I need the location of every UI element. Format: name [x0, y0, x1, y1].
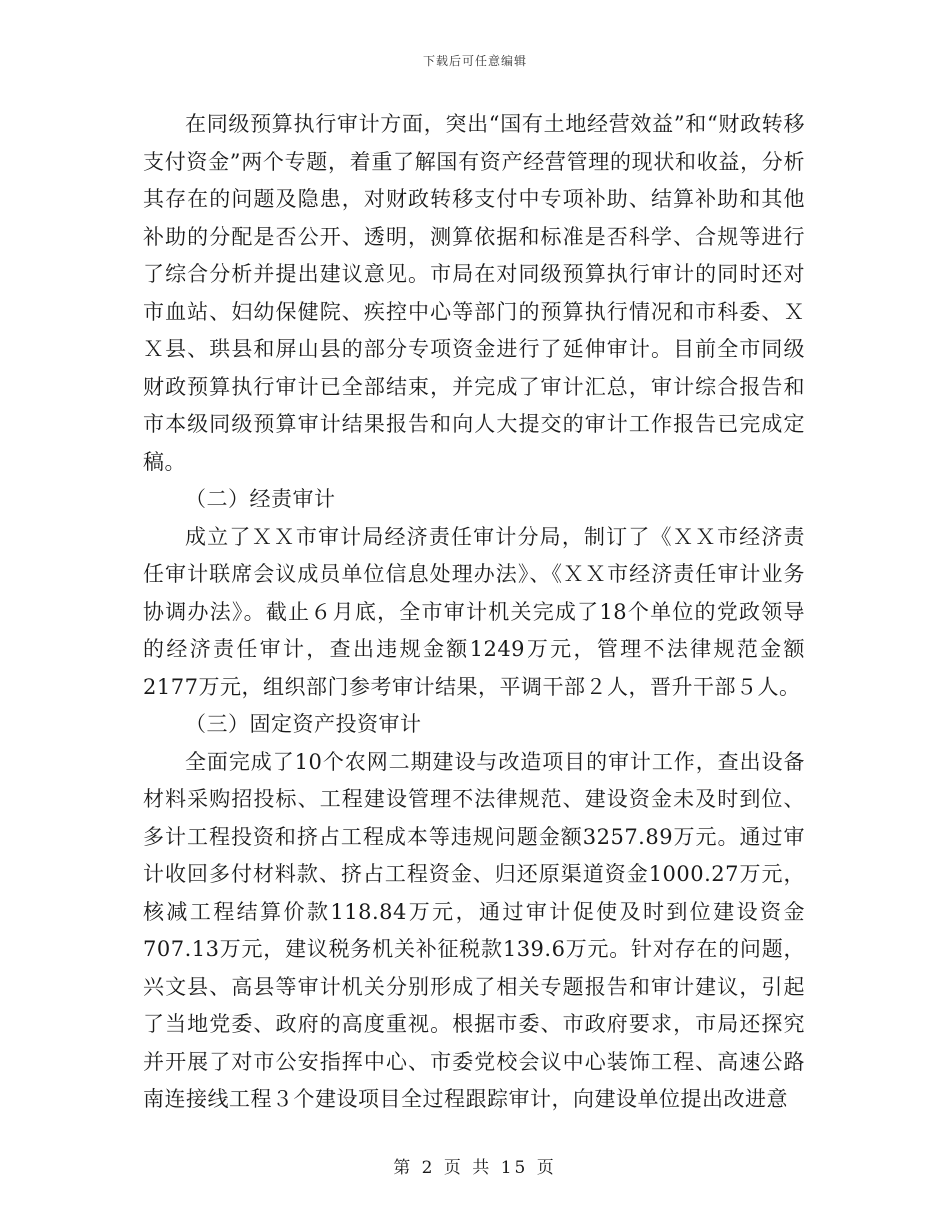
paragraph-fixed-asset: 全面完成了10个农网二期建设与改造项目的审计工作，查出设备材料采购招投标、工程建设管理不法律规范、建设资金未及时到位、多计工程投资和挤占工程成本等违规问题金额3257.89万元。通过审计收回多付材料款、挤占工程资金、归还原渠道资金1000.27万元，核减工程结算价款118.84万元，通过审计促使及时到位建设资金707.13万元，建议税务机关补征税款139.6万元。针对存在的问题，兴文县、高县等审计机关分别形成了相关专题报告和审计建议，引起了当地党委、政府的高度重视。根据市委、市政府要求，市局还探究并开展了对市公安指挥中心、市委党校会议中心装饰工程、高速公路南连接线工程３个建设项目全过程跟踪审计，向建设单位提出改进意: [143, 749, 805, 1111]
header-note: 下载后可任意编辑: [422, 54, 527, 68]
document-body: [143, 106, 805, 1119]
paragraph-budget-audit: 在同级预算执行审计方面，突出“国有土地经营效益”和“财政转移支付资金”两个专题，着重了解国有资产经营管理的现状和收益，分析其存在的问题及隐患，对财政转移支付中专项补助、结算补助和其他补助的分配是否公开、透明，测算依据和标准是否科学、合规等进行了综合分析并提出建议意见。市局在对同级预算执行审计的同时还对市血站、妇幼保健院、疾控中心等部门的预算执行情况和市科委、ＸＸ县、珙县和屏山县的部分专项资金进行了延伸审计。目前全市同级财政预算执行审计已全部结束，并完成了审计汇总，审计综合报告和市本级同级预算审计结果报告和向人大提交的审计工作报告已完成定稿。: [143, 112, 805, 474]
paragraph-economic-responsibility: 成立了ＸＸ市审计局经济责任审计分局，制订了《ＸＸ市经济责任审计联席会议成员单位信息处理办法》、《ＸＸ市经济责任审计业务协调办法》。截止６月底，全市审计机关完成了18个单位的党政领导的经济责任审计，查出违规金额1249万元，管理不法律规范金额2177万元，组织部门参考审计结果，平调干部２人，晋升干部５人。: [143, 524, 805, 699]
page-number-footer: 第 2 页 共 15 页: [393, 1158, 557, 1178]
section-heading-economic-responsibility: （二）经责审计: [185, 487, 336, 511]
section-heading-fixed-asset: （三）固定资产投资审计: [185, 712, 422, 736]
